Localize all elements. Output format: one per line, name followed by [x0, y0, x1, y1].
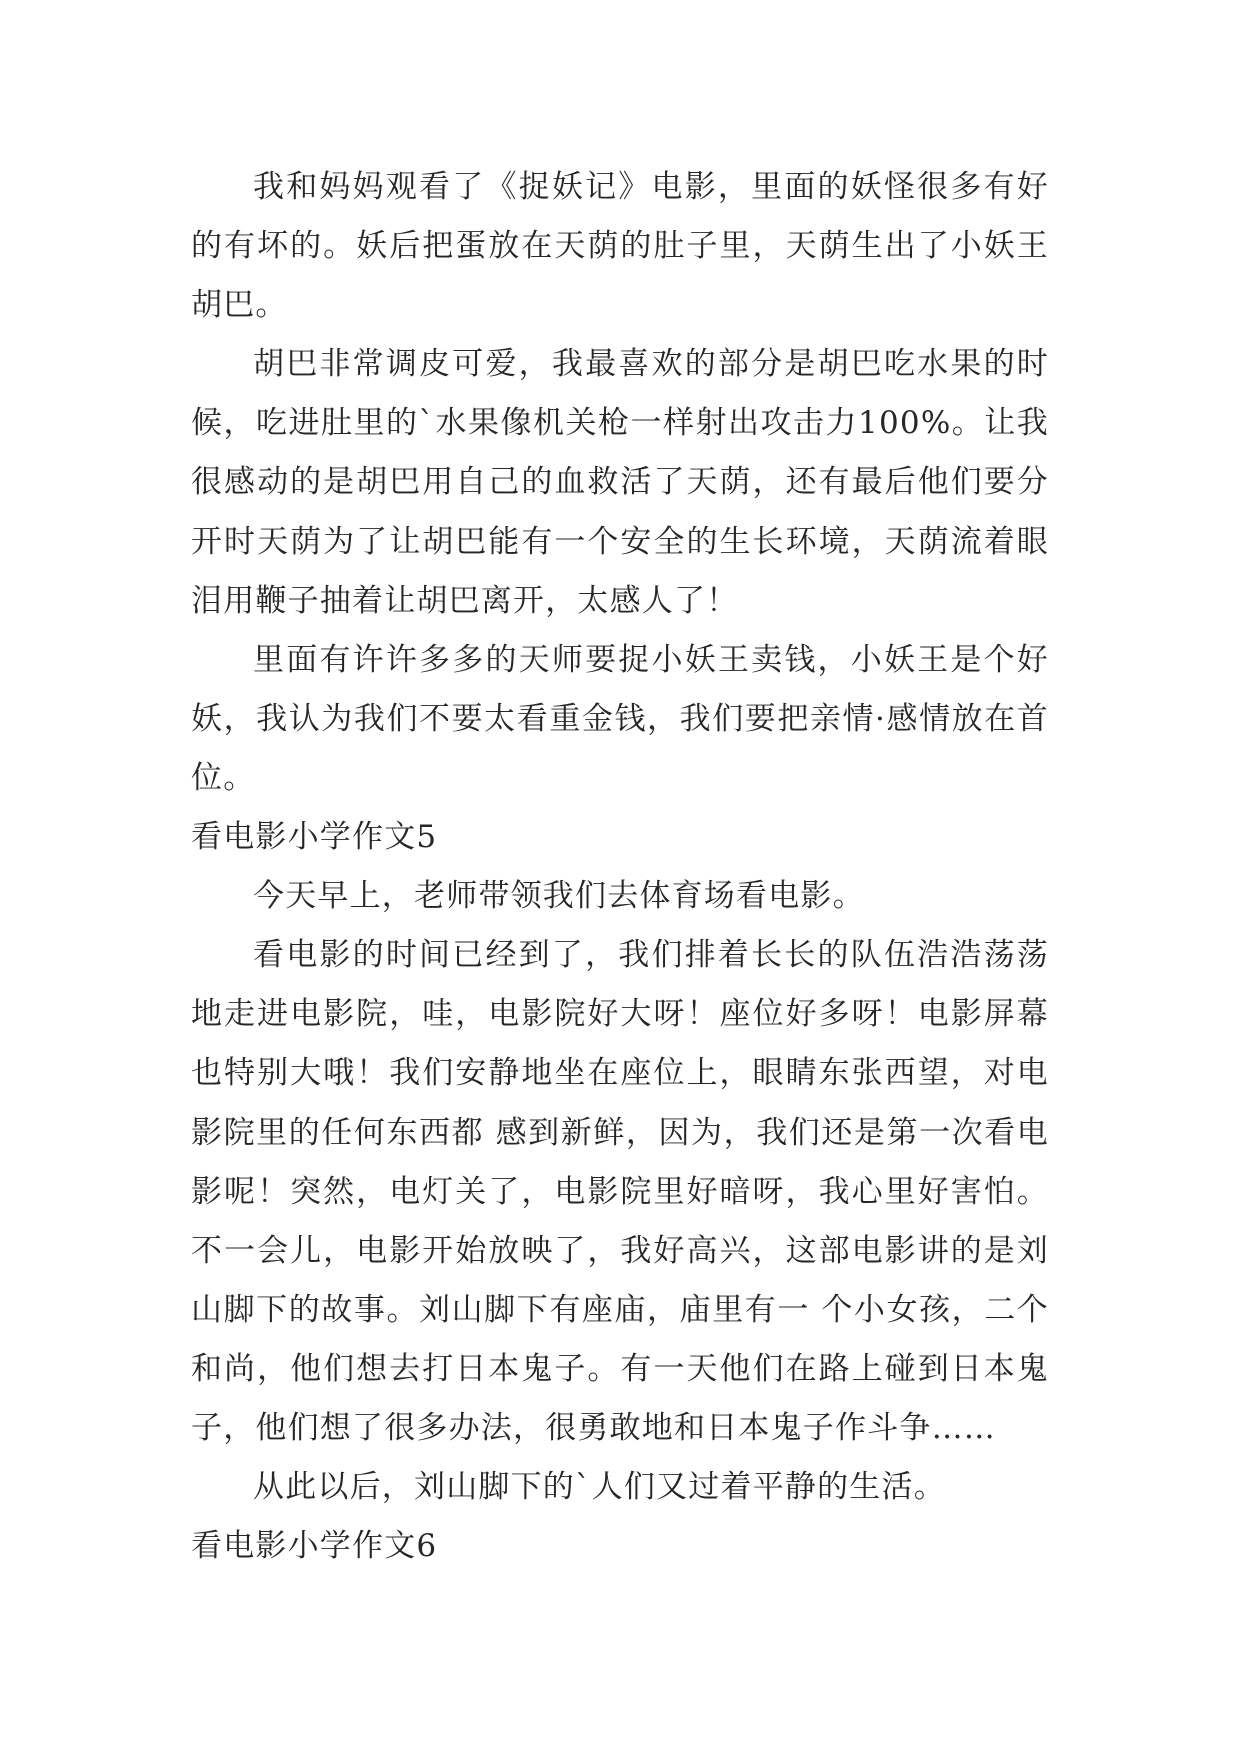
paragraph-peaceful-life: 从此以后，刘山脚下的`人们又过着平静的生活。 [253, 1469, 946, 1506]
paragraph-huba-favorite: 胡巴非常调皮可爱，我最喜欢的部分是胡巴吃水果的时候，吃进肚里的`水果像机关枪一样射出攻击力100%。让我很感动的是胡巴用自己的血救活了天荫，还有最后他们要分开时天荫为了让胡巴能有一个安全的生长环境，天荫流着眼泪用鞭子抽着让胡巴离开，太感人了！ [191, 346, 1049, 619]
paragraph-movie-intro: 我和妈妈观看了《捉妖记》电影，里面的妖怪很多有好的有坏的。妖后把蛋放在天荫的肚子里，天荫生出了小妖王胡巴。 [191, 169, 1049, 324]
paragraph-cinema-story: 看电影的时间已经到了，我们排着长长的队伍浩浩荡荡地走进电影院，哇，电影院好大呀！座位好多呀！电影屏幕也特别大哦！我们安静地坐在座位上，眼睛东张西望，对电影院里的任何东西都 感到新鲜，因为，我们还是第一次看电影呢！突然，电灯关了，电影院里好暗呀，我心里好害怕。不一会儿，电影开始放映了，我好高兴，这部电影讲的是刘山脚下的故事。刘山脚下有座庙，庙里有一 个小女孩，二个和尚，他们想去打日本鬼子。有一天他们在路上碰到日本鬼子，他们想了很多办法，很勇敢地和日本鬼子作斗争…… [191, 937, 1049, 1446]
essay-heading-5: 看电影小学作文5 [191, 819, 438, 856]
paragraph-money-family: 里面有许许多多的天师要捉小妖王卖钱，小妖王是个好妖，我认为我们不要太看重金钱，我们要把亲情·感情放在首位。 [191, 641, 1049, 796]
paragraph-morning-trip: 今天早上，老师带领我们去体育场看电影。 [253, 878, 865, 915]
document-body [191, 158, 1049, 1576]
essay-heading-6: 看电影小学作文6 [191, 1528, 438, 1565]
